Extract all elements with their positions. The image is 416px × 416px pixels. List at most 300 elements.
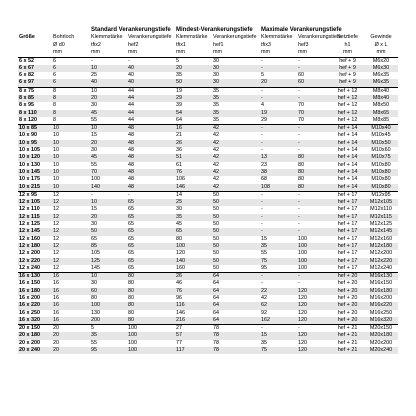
thread-cell: M16x200: [369, 295, 393, 301]
clamp-minimum-cell: 27: [175, 325, 212, 333]
clamp-maximum-cell: -: [261, 132, 263, 139]
anchor-depth-minimum-cell: 64: [213, 280, 220, 287]
clamp-standard-cell: 55: [91, 116, 97, 123]
thread-cell: M12x200: [369, 250, 393, 257]
clamp-standard-cell: 145: [91, 264, 100, 271]
drill-hole-cell: 6: [52, 79, 90, 87]
clamp-standard-cell: 30: [91, 280, 97, 287]
clamp-minimum-cell: 160: [176, 264, 186, 271]
thread-cell: M8x85: [372, 116, 390, 123]
unit-header-row: [18, 49, 398, 57]
setting-depth-cell: hef + 20: [331, 273, 364, 281]
unit-label: mm: [364, 49, 398, 57]
anchor-depth-maximum-cell: 100: [297, 243, 331, 250]
anchor-depth-minimum-cell: 42: [212, 184, 260, 192]
size-cell: 6 x 52: [19, 57, 34, 64]
setting-depth-cell: hef + 9: [339, 57, 356, 64]
drill-hole-cell: 16: [53, 280, 59, 287]
anchor-depth-minimum-cell: 50: [212, 228, 260, 235]
thread-cell: M8x40: [364, 95, 398, 102]
clamp-standard-cell: 65: [91, 235, 97, 242]
thread-cell: M12x105: [364, 199, 398, 206]
setting-depth-cell: hef + 20: [331, 288, 364, 295]
setting-depth-cell: hef + 17: [331, 258, 364, 265]
table-row: [18, 325, 398, 333]
clamp-standard-cell: 200: [90, 317, 127, 325]
drill-hole-cell: 12: [52, 258, 90, 265]
clamp-maximum-cell: 55: [261, 250, 268, 257]
clamp-maximum-cell: 68: [261, 176, 268, 183]
thread-cell: M10x80: [364, 184, 398, 192]
drill-hole-cell: 20: [52, 332, 90, 339]
thread-cell: M20x180: [364, 332, 398, 339]
anchor-depth-maximum-cell: 80: [298, 176, 305, 183]
size-cell: 12 x 180: [18, 243, 52, 250]
clamp-minimum-cell: 76: [175, 169, 212, 176]
anchor-depth-maximum-cell: 120: [298, 295, 308, 301]
thread-cell: M6x30: [364, 65, 398, 72]
header-anchor-depth-maximum: Verankerungstiefe: [298, 34, 342, 40]
clamp-maximum-cell: 62: [260, 302, 297, 309]
drill-hole-cell: 8: [52, 87, 90, 95]
setting-depth-cell: hef + 12: [337, 102, 358, 109]
drill-hole-cell: 16: [52, 317, 90, 325]
anchor-depth-standard-cell: 65: [127, 258, 175, 265]
column-header-row: [18, 34, 398, 42]
clamp-minimum-cell: 35: [176, 72, 183, 79]
size-cell: 12 x 125: [19, 221, 40, 228]
clamp-standard-cell: 95: [90, 347, 127, 354]
anchor-depth-standard-cell: -: [127, 191, 175, 199]
setting-depth-cell: hef + 20: [331, 317, 364, 325]
clamp-minimum-cell: 77: [176, 339, 183, 346]
size-cell: 10 x 90: [19, 132, 37, 139]
size-cell: 12 x 110: [19, 206, 40, 213]
clamp-maximum-cell: -: [260, 87, 297, 95]
clamp-standard-cell: 80: [91, 295, 97, 301]
anchor-depth-minimum-cell: 64: [212, 317, 260, 325]
clamp-standard-cell: 25: [91, 72, 97, 79]
size-cell: 10 x 145: [18, 169, 52, 176]
table-row: [18, 332, 398, 339]
thread-cell: M8x50: [372, 102, 390, 109]
table-row: [18, 295, 398, 302]
table-row: [18, 110, 398, 117]
clamp-maximum-cell: -: [261, 221, 263, 228]
table-row: [18, 243, 398, 250]
clamp-standard-cell: 20: [90, 95, 127, 102]
anchor-depth-maximum-cell: -: [298, 206, 300, 213]
table-row: [18, 250, 398, 257]
anchor-depth-maximum-cell: 120: [297, 332, 331, 339]
clamp-standard-cell: 10: [90, 273, 127, 281]
anchor-depth-maximum-cell: -: [297, 125, 331, 133]
size-cell: 16 x 180: [18, 288, 52, 295]
drill-hole-cell: 12: [52, 191, 90, 199]
anchor-depth-minimum-cell: 50: [212, 214, 260, 221]
table-row: [18, 273, 398, 281]
clamp-standard-cell: 50: [90, 228, 127, 235]
size-cell: 12 x 145: [18, 228, 52, 235]
clamp-standard-cell: 100: [90, 302, 127, 309]
size-cell: 20 x 240: [18, 347, 52, 354]
clamp-minimum-cell: 50: [175, 79, 212, 87]
drill-hole-cell: 10: [53, 147, 59, 154]
header-drill-hole: Bohrloch: [53, 34, 75, 40]
thread-cell: M16x220: [364, 302, 398, 309]
anchor-depth-maximum-cell: 80: [297, 184, 331, 192]
header-setting-depth: Setztiefe: [337, 34, 358, 40]
drill-hole-cell: 12: [53, 235, 59, 242]
clamp-maximum-cell: 42: [261, 295, 268, 301]
setting-depth-cell: hef + 14: [337, 132, 358, 139]
anchor-depth-standard-cell: 48: [127, 184, 175, 192]
anchor-depth-minimum-cell: 50: [213, 264, 220, 271]
anchor-depth-maximum-cell: -: [297, 228, 331, 235]
clamp-minimum-cell: 216: [175, 317, 212, 325]
header-clamp-maximum: Klemmstärke: [261, 34, 293, 40]
anchor-depth-standard-cell: 100: [127, 325, 175, 333]
symbol-hef1: hef1: [213, 41, 224, 48]
symbol-thread: Ø x L: [374, 41, 388, 48]
clamp-minimum-cell: 35: [175, 214, 212, 221]
drill-hole-cell: 16: [52, 302, 90, 309]
clamp-maximum-cell: 29: [261, 116, 268, 123]
clamp-maximum-cell: -: [260, 199, 297, 206]
thread-cell: M10x40: [364, 125, 398, 133]
table-row: [18, 302, 398, 309]
size-cell: 12 x 220: [18, 258, 52, 265]
setting-depth-cell: hef + 17: [337, 221, 358, 228]
thread-cell: M12x125: [369, 221, 393, 228]
setting-depth-cell: hef + 17: [337, 235, 358, 242]
group-standard: Standard Verankerungstiefe: [91, 27, 171, 33]
drill-hole-cell: 12: [52, 214, 90, 221]
table-row: [18, 206, 398, 213]
size-cell: 8 x 75: [18, 87, 52, 95]
anchor-depth-standard-cell: 65: [127, 228, 175, 235]
clamp-minimum-cell: 26: [175, 140, 212, 147]
size-cell: 10 x 130: [19, 161, 40, 168]
thread-cell: M16x250: [369, 309, 393, 316]
clamp-maximum-cell: -: [260, 273, 297, 281]
setting-depth-cell: hef + 14: [331, 154, 364, 161]
anchor-depth-minimum-cell: 64: [212, 302, 260, 309]
anchor-depth-standard-cell: 44: [128, 116, 134, 123]
anchor-depth-minimum-cell: 35: [212, 110, 260, 117]
thread-cell: M6x35: [364, 79, 398, 87]
anchor-depth-minimum-cell: 35: [213, 102, 220, 109]
anchor-depth-maximum-cell: 120: [297, 288, 331, 295]
table-row: [18, 340, 398, 347]
size-cell: 16 x 150: [19, 280, 40, 287]
thread-cell: M16x130: [364, 273, 398, 281]
anchor-depth-standard-cell: 100: [127, 347, 175, 354]
anchor-depth-minimum-cell: 42: [212, 169, 260, 176]
drill-hole-cell: 12: [52, 199, 90, 206]
setting-depth-cell: hef + 14: [331, 140, 364, 147]
drill-hole-cell: 10: [52, 125, 90, 133]
header-clamp-standard: Klemmstärke: [91, 34, 123, 40]
drill-hole-cell: 12: [53, 221, 59, 228]
anchor-depth-minimum-cell: 50: [212, 199, 260, 206]
anchor-depth-maximum-cell: 100: [298, 264, 308, 271]
anchor-depth-minimum-cell: 30: [213, 72, 220, 79]
unit-label: mm: [212, 49, 260, 57]
anchor-depth-minimum-cell: 30: [213, 57, 220, 64]
anchor-depth-standard-cell: 100: [128, 339, 137, 346]
anchor-depth-standard-cell: -: [128, 57, 130, 64]
clamp-minimum-cell: 36: [176, 147, 183, 154]
clamp-standard-cell: 60: [90, 288, 127, 295]
anchor-depth-maximum-cell: -: [297, 214, 331, 221]
setting-depth-cell: hef + 21: [337, 339, 358, 346]
table-row: [18, 125, 398, 133]
anchor-depth-minimum-cell: 42: [213, 147, 220, 154]
clamp-maximum-cell: -: [261, 280, 263, 287]
anchor-depth-standard-cell: 80: [127, 302, 175, 309]
header-anchor-depth-standard: Verankerungstiefe: [128, 34, 172, 40]
table-row: [18, 288, 398, 295]
anchor-depth-maximum-cell: 100: [298, 235, 308, 242]
size-cell: 16 x 220: [18, 302, 52, 309]
anchor-depth-standard-cell: 65: [128, 221, 134, 228]
clamp-maximum-cell: 75: [260, 258, 297, 265]
clamp-maximum-cell: -: [260, 125, 297, 133]
setting-depth-cell: hef + 21: [331, 325, 364, 333]
header-size: Größe: [19, 34, 35, 40]
anchor-depth-minimum-cell: 35: [213, 116, 220, 123]
setting-depth-cell: hef + 14: [337, 147, 358, 154]
clamp-maximum-cell: 23: [261, 161, 268, 168]
anchor-depth-minimum-cell: 42: [212, 125, 260, 133]
anchor-depth-maximum-cell: 120: [298, 339, 308, 346]
clamp-minimum-cell: 117: [175, 347, 212, 354]
clamp-standard-cell: 10: [90, 199, 127, 206]
drill-hole-cell: 8: [53, 116, 56, 123]
clamp-standard-cell: 45: [90, 154, 127, 161]
anchor-depth-maximum-cell: -: [297, 191, 331, 199]
anchor-depth-standard-cell: 80: [128, 295, 134, 301]
anchor-depth-minimum-cell: 78: [213, 339, 220, 346]
anchor-depth-minimum-cell: 50: [213, 206, 220, 213]
clamp-standard-cell: 45: [90, 110, 127, 117]
table-body: [18, 57, 398, 354]
clamp-minimum-cell: 20: [175, 65, 212, 72]
drill-hole-cell: 16: [53, 309, 59, 316]
anchor-depth-standard-cell: 48: [128, 176, 134, 183]
table-row: [18, 310, 398, 317]
anchor-depth-maximum-cell: -: [297, 273, 331, 281]
anchor-depth-maximum-cell: -: [297, 325, 331, 333]
table-row: [18, 317, 398, 325]
table-row: [18, 95, 398, 102]
anchor-depth-maximum-cell: 120: [297, 302, 331, 309]
clamp-minimum-cell: 30: [176, 206, 183, 213]
setting-depth-cell: hef + 14: [331, 125, 364, 133]
clamp-standard-cell: 10: [90, 87, 127, 95]
anchor-depth-standard-cell: 48: [128, 161, 134, 168]
table-row: [18, 221, 398, 228]
anchor-depth-minimum-cell: 78: [212, 347, 260, 354]
size-cell: 12 x 95: [18, 191, 52, 199]
size-cell: 8 x 120: [19, 116, 37, 123]
size-cell: 20 x 200: [19, 339, 40, 346]
size-cell: 12 x 160: [19, 235, 40, 242]
anchor-depth-minimum-cell: 35: [212, 87, 260, 95]
table-row: [18, 258, 398, 265]
setting-depth-cell: hef + 17: [331, 199, 364, 206]
clamp-standard-cell: 10: [90, 65, 127, 72]
drill-hole-cell: 12: [53, 206, 59, 213]
anchor-depth-standard-cell: 80: [128, 309, 134, 316]
size-cell: 10 x 215: [18, 184, 52, 192]
clamp-standard-cell: -: [91, 57, 93, 64]
setting-depth-cell: hef + 12: [331, 95, 364, 102]
clamp-minimum-cell: 5: [176, 57, 180, 64]
drill-hole-cell: 6: [53, 57, 56, 64]
clamp-standard-cell: 85: [90, 243, 127, 250]
anchor-depth-standard-cell: 65: [127, 243, 175, 250]
anchor-depth-maximum-cell: -: [298, 132, 300, 139]
thread-cell: M16x320: [364, 317, 398, 325]
anchor-depth-minimum-cell: 42: [212, 154, 260, 161]
clamp-maximum-cell: 35: [260, 243, 297, 250]
drill-hole-cell: 8: [52, 110, 90, 117]
anchor-depth-minimum-cell: 50: [212, 258, 260, 265]
drill-hole-cell: 10: [53, 176, 59, 183]
anchor-depth-standard-cell: 40: [128, 72, 134, 79]
clamp-minimum-cell: 96: [176, 295, 183, 301]
table-row: [18, 117, 398, 125]
clamp-standard-cell: 35: [90, 332, 127, 339]
setting-depth-cell: hef + 17: [331, 228, 364, 235]
anchor-depth-maximum-cell: 100: [298, 250, 308, 257]
clamp-maximum-cell: -: [260, 140, 297, 147]
anchor-depth-maximum-cell: 70: [298, 116, 305, 123]
clamp-maximum-cell: -: [261, 206, 263, 213]
anchor-depth-minimum-cell: 50: [212, 191, 260, 199]
clamp-maximum-cell: 35: [261, 339, 268, 346]
clamp-standard-cell: 125: [90, 258, 127, 265]
anchor-depth-standard-cell: 80: [128, 280, 134, 287]
table-row: [18, 102, 398, 109]
clamp-maximum-cell: 20: [260, 79, 297, 87]
thread-cell: M10x45: [371, 132, 391, 139]
anchor-depth-maximum-cell: 120: [297, 347, 331, 354]
clamp-maximum-cell: -: [261, 57, 263, 64]
size-cell: 10 x 120: [18, 154, 52, 161]
clamp-minimum-cell: 76: [175, 288, 212, 295]
thread-cell: M12x220: [364, 258, 398, 265]
thread-cell: M8x65: [364, 110, 398, 117]
clamp-maximum-cell: 15: [261, 235, 268, 242]
clamp-minimum-cell: 45: [176, 221, 183, 228]
anchor-depth-minimum-cell: 64: [213, 295, 220, 301]
clamp-maximum-cell: -: [261, 147, 263, 154]
anchor-depth-maximum-cell: 70: [298, 102, 305, 109]
clamp-minimum-cell: 29: [175, 95, 212, 102]
anchor-depth-maximum-cell: -: [298, 221, 300, 228]
symbol-h1: h1: [344, 41, 351, 48]
anchor-depth-maximum-cell: -: [297, 140, 331, 147]
anchor-depth-minimum-cell: 42: [213, 161, 220, 168]
clamp-maximum-cell: 15: [260, 332, 297, 339]
thread-cell: M20x200: [369, 339, 393, 346]
thread-cell: M10x80: [371, 161, 391, 168]
setting-depth-cell: hef + 17: [337, 250, 358, 257]
clamp-minimum-cell: 19: [175, 87, 212, 95]
thread-cell: M16x180: [364, 288, 398, 295]
anchor-depth-maximum-cell: -: [298, 57, 300, 64]
table-row: [18, 169, 398, 176]
clamp-minimum-cell: 14: [175, 191, 212, 199]
clamp-standard-cell: 15: [91, 132, 97, 139]
size-cell: 16 x 200: [19, 295, 40, 301]
clamp-maximum-cell: -: [260, 191, 297, 199]
thread-cell: M12x145: [364, 228, 398, 235]
table-row: [18, 162, 398, 169]
unit-label: mm: [331, 49, 364, 57]
anchor-depth-minimum-cell: 64: [213, 309, 220, 316]
anchor-depth-standard-cell: 80: [127, 288, 175, 295]
clamp-minimum-cell: 16: [175, 125, 212, 133]
setting-depth-cell: hef + 20: [337, 309, 358, 316]
clamp-maximum-cell: -: [260, 65, 297, 72]
drill-hole-cell: 10: [52, 169, 90, 176]
anchor-depth-standard-cell: 44: [127, 87, 175, 95]
anchor-depth-maximum-cell: -: [297, 65, 331, 72]
anchor-depth-minimum-cell: 50: [213, 221, 220, 228]
clamp-standard-cell: 20: [90, 214, 127, 221]
anchor-depth-standard-cell: 80: [127, 317, 175, 325]
symbol-d0: Ø d0: [53, 41, 65, 48]
setting-depth-cell: hef + 17: [337, 206, 358, 213]
anchor-depth-minimum-cell: 42: [213, 176, 220, 183]
table-row: [18, 228, 398, 235]
clamp-minimum-cell: 106: [176, 176, 186, 183]
anchor-depth-minimum-cell: 30: [212, 65, 260, 72]
clamp-standard-cell: 30: [91, 147, 97, 154]
thread-cell: M20x150: [364, 325, 398, 333]
drill-hole-cell: 10: [52, 140, 90, 147]
clamp-minimum-cell: 61: [176, 161, 183, 168]
clamp-maximum-cell: -: [260, 325, 297, 333]
symbol-tfix2: tfix2: [91, 41, 101, 48]
anchor-depth-standard-cell: 48: [128, 147, 134, 154]
thread-cell: M12x95: [364, 191, 398, 199]
thread-cell: M10x75: [364, 154, 398, 161]
symbol-tfix1: tfix1: [176, 41, 186, 48]
table-row: [18, 147, 398, 154]
drill-hole-cell: 6: [53, 72, 56, 79]
drill-hole-cell: 16: [52, 273, 90, 281]
setting-depth-cell: hef + 14: [337, 161, 358, 168]
table-row: [18, 65, 398, 72]
table-row: [18, 72, 398, 79]
anchor-depth-maximum-cell: 120: [298, 309, 308, 316]
table-row: [18, 79, 398, 87]
size-cell: 16 x 130: [18, 273, 52, 281]
unit-label: mm: [52, 49, 90, 57]
table-row: [18, 132, 398, 139]
clamp-standard-cell: 30: [91, 102, 97, 109]
unit-label: mm: [127, 49, 175, 57]
anchor-depth-maximum-cell: 120: [297, 317, 331, 325]
drill-hole-cell: 10: [52, 184, 90, 192]
clamp-maximum-cell: -: [260, 228, 297, 235]
header-thread: Gewinde: [370, 34, 392, 40]
